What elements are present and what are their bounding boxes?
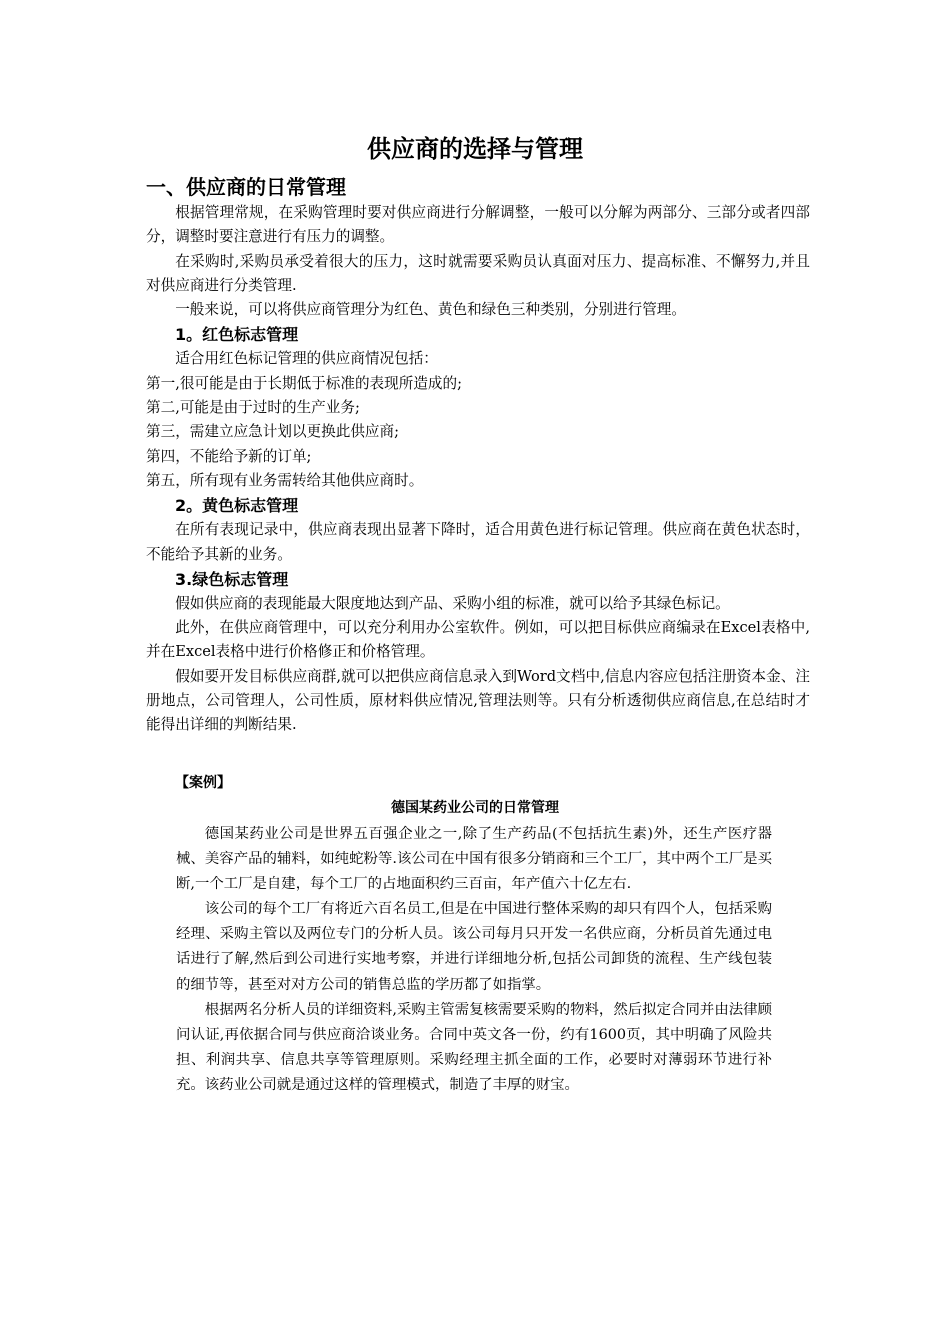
case-label: 【案例】 [175,775,231,791]
section-heading: 一、供应商的日常管理 [146,175,346,199]
paragraph: 德国某药业公司是世界五百强企业之一,除了生产药品(不包括抗生素)外，还生产医疗器械、美容产品的辅料，如纯蛇粉等.该公司在中国有很多分销商和三个工厂，其中两个工厂是买断,一个工厂是自建，每个工厂的占地面积约三百亩，年产值六十亿左右. [176,826,772,893]
paragraph: 根据两名分析人员的详细资料,采购主管需复核需要采购的物料，然后拟定合同并由法律顾问认证,再依据合同与供应商洽谈业务。合同中英文各一份，约有1600页，其中明确了风险共担、利润共享、信息共享等管理原则。采购经理主抓全面的工作，必要时对薄弱环节进行补充。该药业公司就是通过这样的管理模式，制造了丰厚的财宝。 [176,1001,772,1093]
list-item: 第二,可能是由于过时的生产业务; [146,399,360,417]
paragraph: 适合用红色标记管理的供应商情况包括： [175,350,438,368]
red-flag-heading: 1。红色标志管理 [175,325,299,345]
paragraph: 在采购时,采购员承受着很大的压力，这时就需要采购员认真面对压力、提高标准、不懈努力,并且对供应商进行分类管理. [146,252,810,294]
list-item: 第一,很可能是由于长期低于标准的表现所造成的; [146,374,463,392]
paragraph: 根据管理常规，在采购管理时要对供应商进行分解调整，一般可以分解为两部分、三部分或者四部分，调整时要注意进行有压力的调整。 [146,204,810,246]
list-item: 第四，不能给予新的订单; [146,447,312,465]
paragraph: 在所有表现记录中，供应商表现出显著下降时，适合用黄色进行标记管理。供应商在黄色状态时，不能给予其新的业务。 [146,521,810,563]
case-body [176,822,772,1098]
paragraph: 假如要开发目标供应商群,就可以把供应商信息录入到Word文档中,信息内容应包括注册资本金、注册地点，公司管理人，公司性质，原材料供应情况,管理法则等。只有分析透彻供应商信息,在总结时才能得出详细的判断结果. [146,667,810,734]
case-title: 德国某药业公司的日常管理 [391,800,559,816]
paragraph: 该公司的每个工厂有将近六百名员工,但是在中国进行整体采购的却只有四个人，包括采购经理、采购主管以及两位专门的分析人员。该公司每月只开发一名供应商，分析员首先通过电话进行了解,然后到公司进行实地考察，并进行详细地分析,包括公司卸货的流程、生产线包装的细节等，甚至对对方公司的销售总监的学历都了如指掌。 [176,901,772,993]
section-body [146,201,810,738]
yellow-flag-heading: 2。黄色标志管理 [175,496,299,516]
list-item: 第五，所有现有业务需转给其他供应商时。 [146,471,424,489]
list-item: 第三，需建立应急计划以更换此供应商; [146,423,400,441]
green-flag-heading: 3.绿色标志管理 [175,569,289,589]
document-title: 供应商的选择与管理 [367,135,583,163]
paragraph: 假如供应商的表现能最大限度地达到产品、采购小组的标准，就可以给予其绿色标记。 [175,594,730,612]
paragraph: 一般来说，可以将供应商管理分为红色、黄色和绿色三种类别，分别进行管理。 [175,301,686,319]
paragraph: 此外，在供应商管理中，可以充分利用办公室软件。例如，可以把目标供应商编录在Excel表格中,并在Excel表格中进行价格修正和价格管理。 [146,619,810,661]
